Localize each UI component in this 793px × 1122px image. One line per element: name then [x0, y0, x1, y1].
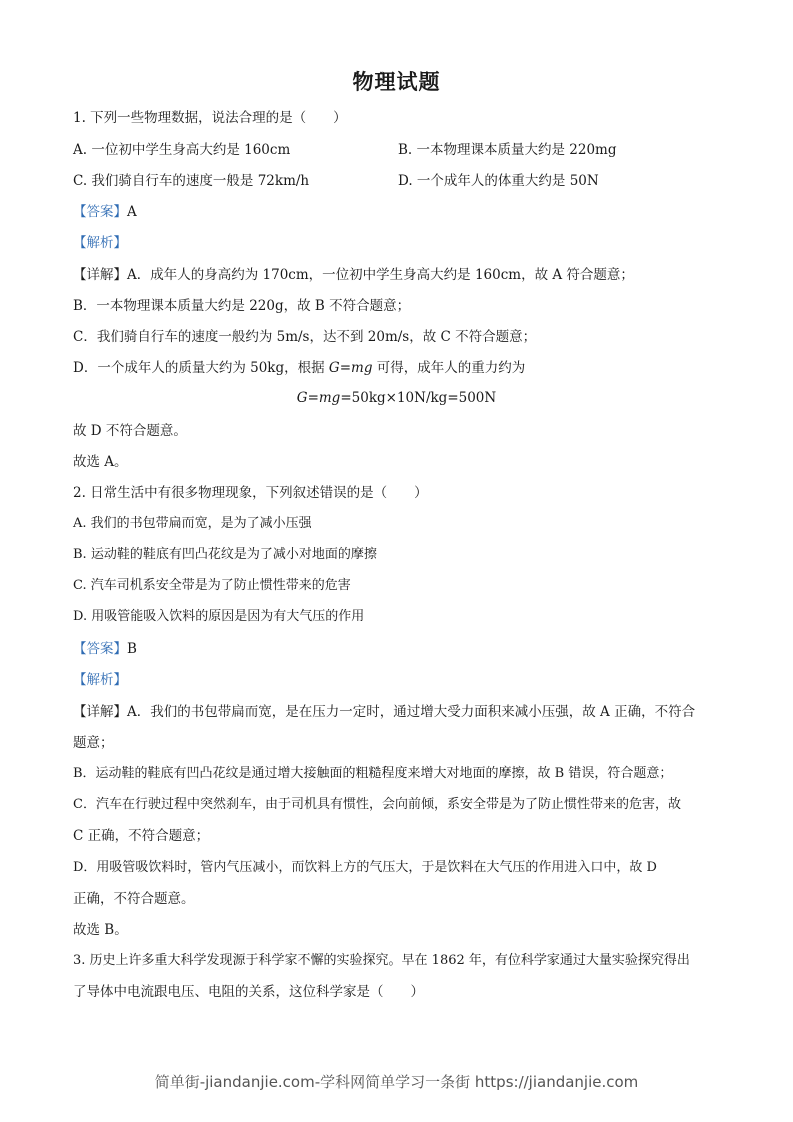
answer-value: A — [127, 204, 137, 220]
q2-option-c: C. 汽车司机系安全带是为了防止惯性带来的危害 — [73, 578, 351, 593]
q2-analysis-tag: 【解析】 — [73, 672, 127, 688]
q2-detail-b: B．运动鞋的鞋底有凹凸花纹是通过增大接触面的粗糙程度来增大对地面的摩擦，故 B 错误，符合题意； — [73, 766, 673, 781]
question-3-stem-2: 了导体中电流跟电压、电阻的关系，这位科学家是（ ） — [73, 984, 424, 1000]
answer-tag: 【答案】 — [73, 641, 127, 657]
q1-option-c: C. 我们骑自行车的速度一般是 72km/h — [73, 173, 310, 189]
q2-detail-a-2: 题意； — [73, 735, 114, 751]
footer-watermark: 简单街-jiandanjie.com-学科网简单学习一条街 https://jiandanjie.com — [154, 1073, 639, 1091]
q1-answer-row — [73, 203, 137, 221]
detail-text: A．成年人的身高约为 170cm，一位初中学生身高大约是 160cm，故 A 符合题意； — [127, 267, 634, 283]
q2-option-b: B. 运动鞋的鞋底有凹凸花纹是为了减小对地面的摩擦 — [73, 547, 377, 562]
answer-value: B — [127, 641, 137, 657]
q1-option-b: B. 一本物理课本质量大约是 220mg — [398, 142, 617, 158]
question-3-stem-1: 3. 历史上许多重大科学发现源于科学家不懈的实验探究。早在 1862 年，有位科学家通过大量实验探究得出 — [73, 953, 690, 968]
q1-conclusion: 故选 A。 — [73, 454, 128, 470]
question-2-stem: 2. 日常生活中有很多物理现象，下列叙述错误的是（ ） — [73, 485, 428, 501]
q2-detail-c-2: C 正确，不符合题意； — [73, 828, 210, 844]
detail-d-pre: D．一个成年人的质量大约为 50kg，根据 — [73, 360, 329, 376]
detail-tag: 【详解】 — [73, 704, 127, 720]
q2-option-a: A. 我们的书包带扁而宽，是为了减小压强 — [73, 516, 312, 531]
page-title: 物理试题 — [352, 70, 441, 94]
q1-detail-b: B．一本物理课本质量大约是 220g，故 B 不符合题意； — [73, 298, 411, 314]
q2-conclusion: 故选 B。 — [73, 922, 128, 938]
q2-detail-c-1: C．汽车在行驶过程中突然刹车，由于司机具有惯性，会向前倾，系安全带是为了防止惯性带来的危害，故 — [73, 797, 681, 812]
q1-detail-d — [73, 359, 525, 377]
q2-detail-d-1: D．用吸管吸饮料时，管内气压减小，而饮料上方的气压大，于是饮料在大气压的作用进入口中，故 D — [73, 860, 657, 875]
detail-d-post: 可得，成年人的重力约为 — [372, 360, 526, 376]
q1-detail-a — [73, 266, 634, 284]
q1-option-d: D. 一个成年人的体重大约是 50N — [398, 173, 599, 189]
q1-detail-d-end: 故 D 不符合题意。 — [73, 423, 187, 439]
q1-detail-c: C．我们骑自行车的速度一般约为 5m/s，达不到 20m/s，故 C 不符合题意； — [73, 329, 537, 345]
q2-answer-row — [73, 640, 137, 658]
q1-option-a: A. 一位初中学生身高大约是 160cm — [73, 142, 291, 158]
detail-d-formula: G=mg — [328, 360, 373, 376]
answer-tag: 【答案】 — [73, 204, 127, 220]
q2-detail-a-1 — [73, 703, 695, 721]
detail-text: A．我们的书包带扁而宽，是在压力一定时，通过增大受力面积来减小压强，故 A 正确，不符合 — [127, 704, 696, 720]
detail-tag: 【详解】 — [73, 267, 127, 283]
question-1-stem: 1. 下列一些物理数据，说法合理的是（ ） — [73, 110, 347, 126]
q2-option-d: D. 用吸管能吸入饮料的原因是因为有大气压的作用 — [73, 609, 365, 624]
q2-detail-d-2: 正确，不符合题意。 — [73, 891, 195, 907]
q1-analysis-tag: 【解析】 — [73, 235, 127, 251]
formula-rest: =50kg×10N/kg=500N — [340, 390, 497, 406]
q1-formula — [0, 390, 793, 406]
formula-lead: G=mg — [296, 390, 341, 406]
